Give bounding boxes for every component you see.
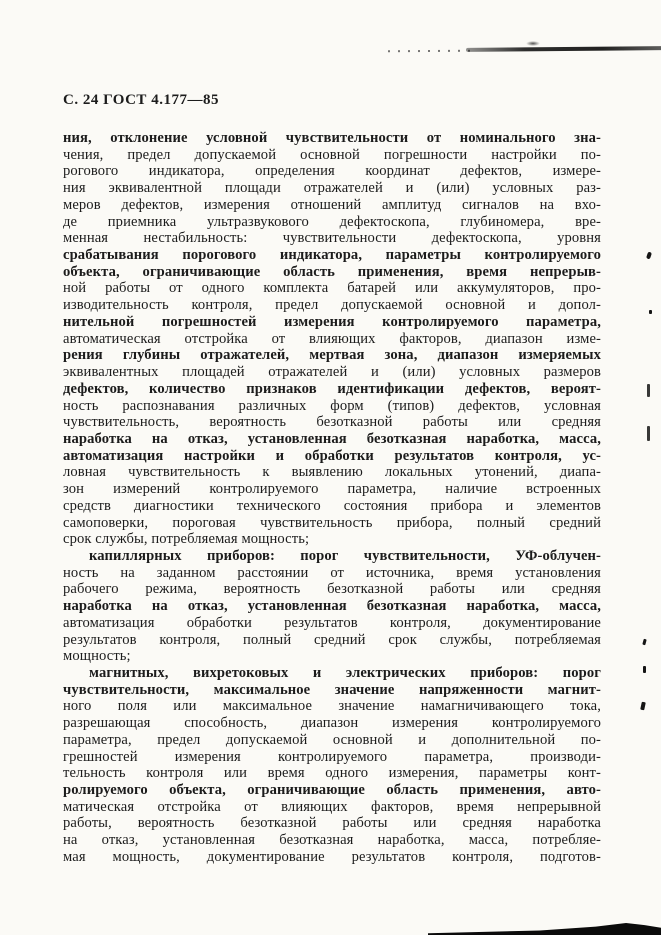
- text-line: срок службы, потребляемая мощность;: [63, 531, 310, 548]
- scan-artifact-margin-speck: [647, 426, 650, 441]
- text-line: рабочего режима, вероятность безотказной работы или средняя: [63, 581, 601, 598]
- text-line: ния, отклонение условной чувствительности от номинального зна-: [63, 130, 601, 146]
- text-line: зон измерений контролируемого параметра, наличие встроенных: [63, 481, 601, 498]
- text-line: тельность контроля или время одного измерения, параметры конт-: [63, 765, 601, 782]
- text-line: чувствительности, максимальное значение напряженности магнит-: [63, 681, 601, 698]
- text-line: автоматизация настройки и обработки результатов контроля, ус-: [63, 447, 601, 464]
- text-line: параметра, предел допускаемой основной и дополнительной по-: [63, 731, 601, 748]
- text-line: ность распознавания различных форм (типов) дефектов, условная: [63, 397, 601, 414]
- scan-artifact-margin-speck: [640, 702, 646, 711]
- text-line: автоматизация обработки результатов контроля, документирование: [63, 614, 601, 631]
- text-line: дефектов, количество признаков идентификации дефектов, вероят-: [63, 380, 601, 397]
- text-line: де приемника ультразвукового дефектоскопа, глубиномера, вре-: [63, 213, 601, 230]
- text-line: чувствительность, вероятность безотказной работы или средняя: [63, 414, 601, 431]
- text-line: срабатывания порогового индикатора, параметры контролируемого: [63, 247, 601, 264]
- text-line: ного поля или максимальное значение намагничивающего тока,: [63, 698, 601, 715]
- text-line: на отказ, установленная безотказная наработка, масса, потребляе-: [63, 832, 601, 849]
- text-line: ность на заданном расстоянии от источника, время установления: [63, 564, 601, 581]
- scan-artifact-margin-speck: [643, 666, 646, 673]
- scan-artifact-margin-speck: [647, 384, 650, 397]
- text-line: мая мощность, документирование результатов контроля, подготов-: [63, 848, 601, 865]
- text-line: ролируемого объекта, ограничивающие область применения, авто-: [63, 782, 601, 799]
- text-line: менная нестабильность: чувствительности дефектоскопа, уровня: [63, 230, 601, 247]
- text-line: меров дефектов, измерения отношений амплитуд сигналов на вхо-: [63, 196, 601, 213]
- text-line: мощность;: [63, 648, 131, 665]
- text-line: эквивалентных площадей отражателей и (или) условных размеров: [63, 364, 601, 381]
- text-line: автоматическая отстройка от влияющих факторов, диапазон изме-: [63, 330, 601, 347]
- text-line: изводительность контроля, предел допускаемой основной и допол-: [63, 297, 601, 314]
- scan-artifact-margin-speck: [642, 639, 646, 646]
- text-line: магнитных, вихретоковых и электрических приборов: порог: [89, 665, 601, 681]
- scan-artifact-top-streak: [466, 46, 661, 52]
- scan-artifact-margin-speck: [649, 310, 652, 314]
- text-line: ния эквивалентной площади отражателей и (или) условных раз-: [63, 180, 601, 197]
- text-line: нительной погрешностей измерения контролируемого параметра,: [63, 313, 601, 330]
- text-line: самоповерки, пороговая чувствительность прибора, полный средний: [63, 514, 601, 531]
- text-line: чения, предел допускаемой основной погрешности настройки по-: [63, 146, 601, 163]
- text-line: грешностей измерения контролируемого параметра, производи-: [63, 748, 601, 765]
- text-line: средств диагностики технического состояния прибора и элементов: [63, 497, 601, 514]
- text-line: капиллярных приборов: порог чувствительности, УФ-облучен-: [89, 547, 601, 564]
- text-line: матическая отстройка от влияющих факторов, время непрерывной: [63, 798, 601, 815]
- scan-artifact-margin-speck: [646, 252, 652, 260]
- text-line: объекта, ограничивающие область применения, время непрерыв-: [63, 263, 601, 280]
- text-line: результатов контроля, полный средний срок службы, потребляемая: [63, 631, 601, 648]
- text-line: наработка на отказ, установленная безотказная наработка, масса,: [63, 430, 601, 447]
- scan-artifact-top-streak-dots: [388, 50, 470, 53]
- text-line: работы, вероятность безотказной работы или средняя наработка: [63, 815, 601, 832]
- scan-artifact-bottom-wedge: [428, 923, 661, 935]
- text-line: ловная чувствительность к выявлению локальных утонений, диапа-: [63, 464, 601, 481]
- text-line: рогового индикатора, определения координат дефектов, измере-: [63, 163, 601, 180]
- text-line: наработка на отказ, установленная безотказная наработка, масса,: [63, 598, 601, 615]
- text-block: [63, 130, 601, 866]
- scan-artifact-top-streak-bump: [526, 41, 540, 46]
- text-line: разрешающая способность, диапазон измерения контролируемого: [63, 715, 601, 732]
- text-line: рения глубины отражателей, мертвая зона, диапазон измеряемых: [63, 347, 601, 364]
- text-line: ной работы от одного комплекта батарей или аккумуляторов, про-: [63, 280, 601, 297]
- page-header: С. 24 ГОСТ 4.177—85: [63, 92, 219, 108]
